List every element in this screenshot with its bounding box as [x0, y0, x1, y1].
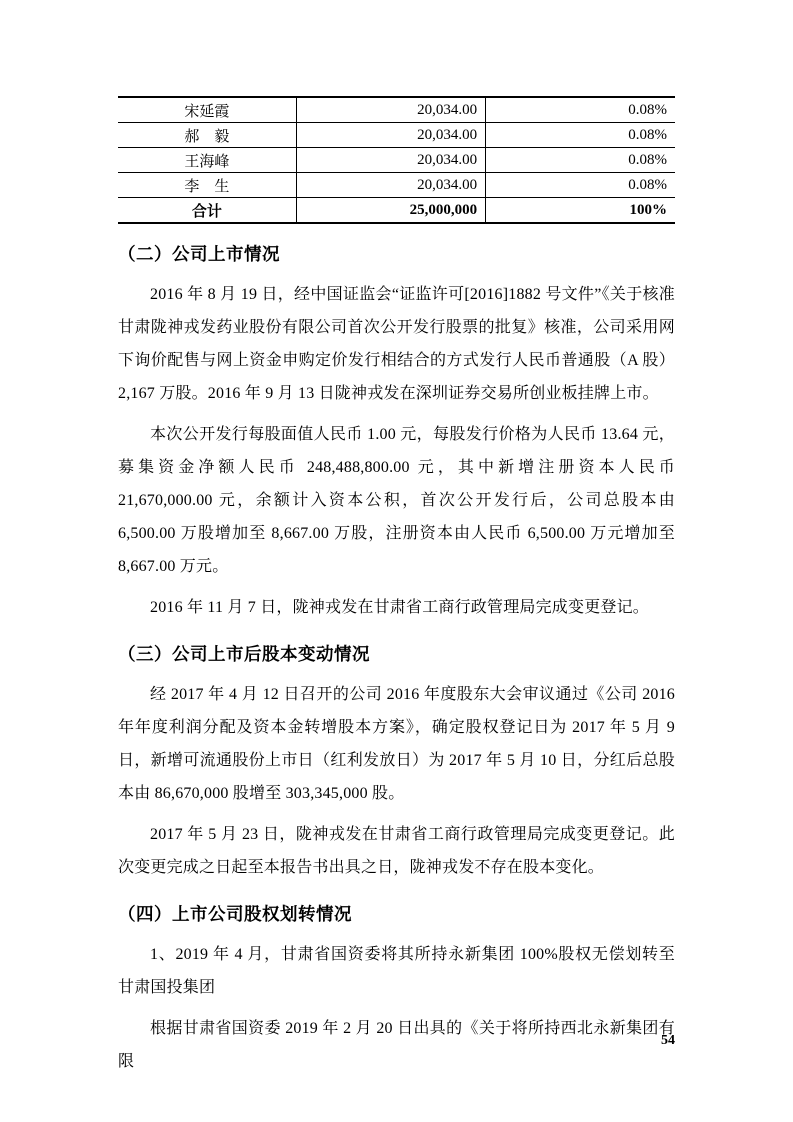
shareholder-ratio: 0.08%: [486, 148, 675, 173]
section-heading-3: （三）公司上市后股本变动情况: [118, 644, 370, 664]
shareholder-name: 宋延霞: [184, 103, 230, 120]
shareholder-name: 李 生: [118, 173, 296, 198]
paragraph: 根据甘肃省国资委 2019 年 2 月 20 日出具的《关于将所持西北永新集团有限: [118, 1020, 675, 1070]
table-row: [118, 97, 675, 123]
total-label: 合计: [118, 198, 296, 224]
table-total-row: [118, 198, 675, 224]
page-content: [118, 96, 675, 1086]
table-row: [118, 173, 675, 198]
total-ratio: 100%: [486, 198, 675, 224]
paragraph: 经 2017 年 4 月 12 日召开的公司 2016 年度股东大会审议通过《公司 2016 年年度利润分配及资本金转增股本方案》，确定股权登记日为 2017 年 5 月 9 日，新增可流通股份上市日（红利发放日）为 2017 年 5 月 10 日，分红后总股本由 86,670,000 股增至 303,345,000 股。: [118, 686, 675, 802]
shareholder-shares: 20,034.00: [296, 148, 485, 173]
paragraph: 2016 年 11 月 7 日，陇神戎发在甘肃省工商行政管理局完成变更登记。: [150, 599, 650, 616]
total-shares: 25,000,000: [296, 198, 485, 224]
shareholder-shares: 20,034.00: [296, 173, 485, 198]
section-heading-4: （四）上市公司股权划转情况: [118, 904, 352, 924]
table-row: [118, 148, 675, 173]
paragraph: 2017 年 5 月 23 日，陇神戎发在甘肃省工商行政管理局完成变更登记。此次变更完成之日起至本报告书出具之日，陇神戎发不存在股本变化。: [118, 826, 675, 876]
shareholder-ratio: 0.08%: [486, 173, 675, 198]
shareholder-table: [118, 96, 675, 224]
shareholder-ratio: 0.08%: [486, 97, 675, 123]
shareholder-shares: 20,034.00: [296, 123, 485, 148]
shareholder-shares: 20,034.00: [296, 97, 485, 123]
page-number: 54: [661, 1033, 675, 1048]
shareholder-name: 郝 毅: [118, 123, 296, 148]
shareholder-ratio: 0.08%: [486, 123, 675, 148]
paragraph: 本次公开发行每股面值人民币 1.00 元，每股发行价格为人民币 13.64 元，募集资金净额人民币 248,488,800.00 元，其中新增注册资本人民币 21,670,000.00 元，余额计入资本公积，首次公开发行后，公司总股本由 6,500.00 万股增加至 8,667.00 万股，注册资本由人民币 6,500.00 万元增加至 8,667.00 万元。: [118, 426, 675, 575]
section-heading-2: （二）公司上市情况: [118, 244, 280, 264]
paragraph: 1、2019 年 4 月，甘肃省国资委将其所持永新集团 100%股权无偿划转至甘肃国投集团: [118, 946, 675, 996]
paragraph: 2016 年 8 月 19 日，经中国证监会“证监许可[2016]1882 号文件”《关于核准甘肃陇神戎发药业股份有限公司首次公开发行股票的批复》核准，公司采用网下询价配售与网上资金申购定价发行相结合的方式发行人民币普通股（A 股）2,167 万股。2016 年 9 月 13 日陇神戎发在深圳证券交易所创业板挂牌上市。: [118, 286, 675, 402]
shareholder-name: 王海峰: [118, 148, 296, 173]
table-row: [118, 123, 675, 148]
